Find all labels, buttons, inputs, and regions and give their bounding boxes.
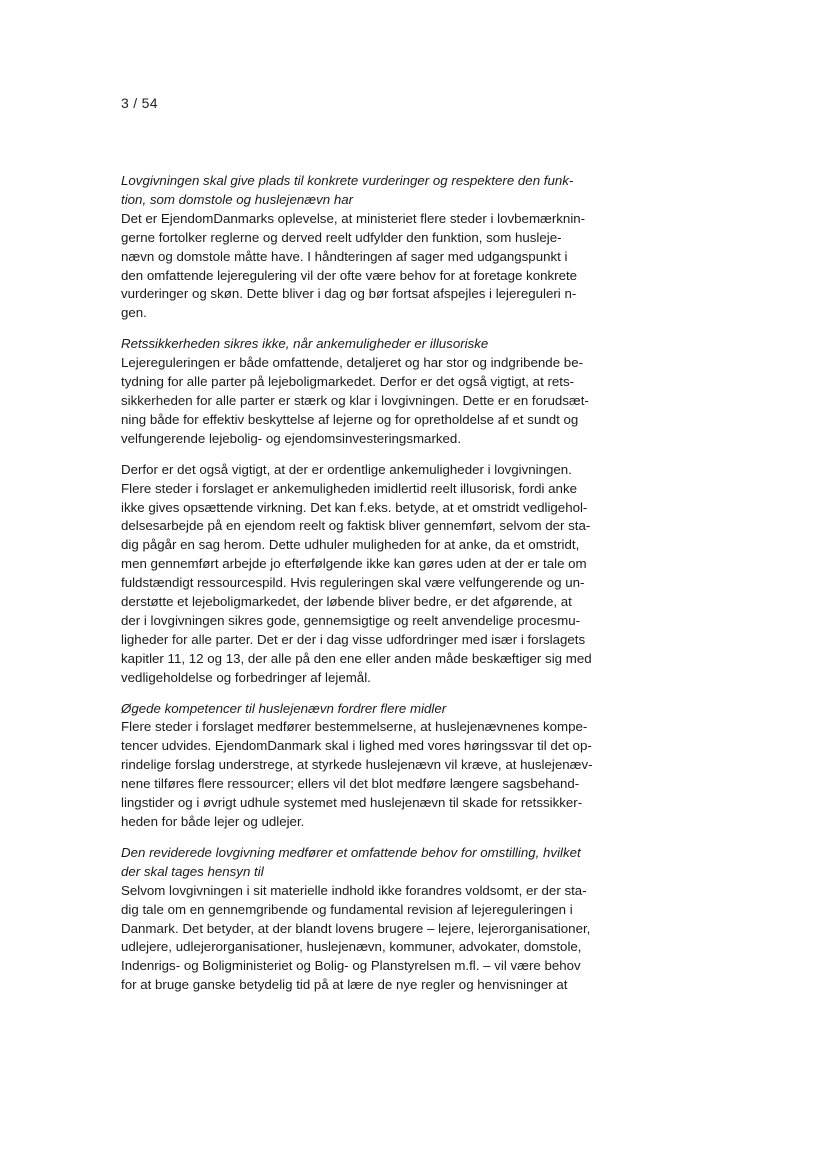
paragraph: Lejereguleringen er både omfattende, detaljeret og har stor og indgribende be- tydning for alle parter på lejeboligmarkedet. Derfor er det også vigtigt, at rets- sikkerheden for alle parter er stærk og klar i lovgivningen. Dette er en forudsæt- ning både for effektiv beskyttelse af lejerne og for opretholdelse af et sundt og velfungerende lejebolig- og ejendomsinvesteringsmarked. bbox=[121, 355, 589, 446]
paragraph: Selvom lovgivningen i sit materielle indhold ikke forandres voldsomt, er der sta- dig tale om en gennemgribende og fundamental revision af lejereguleringen i Danmark. Det betyder, at der blandt lovens brugere – lejere, lejerorganisationer, udlejere, udlejerorganisationer, huslejenævn, kommuner, advokater, domstole, Indenrigs- og Boligministeriet og Bolig- og Planstyrelsen m.fl. – vil være behov for at bruge ganske betydelig tid på at lære de nye regler og henvisninger at bbox=[121, 882, 591, 993]
paragraph: Derfor er det også vigtigt, at der er ordentlige ankemuligheder i lovgivningen. Flere steder i forslaget er ankemuligheden imidlertid reelt illusorisk, fordi anke ikke gives opsættende virkning. Det kan f.eks. betyde, at et omstridt vedligehol- delsesarbejde på en ejendom reelt og faktisk bliver gennemført, selvom der sta- dig pågår en sag herom. Dette udhuler muligheden for at anke, da et omstridt, men gennemført arbejde jo efterfølgende ikke kan gøres uden at der er tale om fuldstændigt ressourcespild. Hvis reguleringen skal være velfungerende og un- derstøtte et lejeboligmarkedet, der løbende bliver bedre, er det afgørende, at der i lovgivningen sikres gode, gennemsigtige og reelt anvendelige procesmu- ligheder for alle parter. Det er der i dag visse udfordringer med især i forslagets kapitler 11, 12 og 13, der alle på den ene eller anden måde beskæftiger sig med vedligeholdelse og forbedringer af lejemål. bbox=[121, 461, 592, 685]
section-heading: Den reviderede lovgivning medfører et omfattende behov for omstilling, hvilket der skal tages hensyn til bbox=[121, 844, 581, 879]
paragraph: Flere steder i forslaget medfører bestemmelserne, at huslejenævnenes kompe- tencer udvides. EjendomDanmark skal i lighed med vores høringssvar til det op- rindelige forslag understrege, at styrkede huslejenævn vil kræve, at huslejenæv- nene tilføres flere ressourcer; ellers vil det blot medføre længere sagsbehand- lingstider og i øvrigt udhule systemet med huslejenævn til skade for retssikker- heden for både lejer og udlejer. bbox=[121, 719, 593, 829]
section-rent-tribunals bbox=[121, 700, 651, 832]
section-heading: Retssikkerheden sikres ikke, når ankemuligheder er illusoriske bbox=[121, 336, 489, 352]
paragraph: Det er EjendomDanmarks oplevelse, at ministeriet flere steder i lovbemærknin- gerne fortolker reglerne og derved reelt udfylder den funktion, som husleje- nævn og domstole måtte have. I håndteringen af sager med udgangspunkt i den omfattende lejeregulering vil der ofte være behov for at foretage konkrete vurderinger og skøn. Dette bliver i dag og bør fortsat afspejles i lejereguleri n- gen. bbox=[121, 210, 586, 321]
section-transition bbox=[121, 844, 651, 995]
document-body bbox=[121, 172, 651, 1007]
section-legal-certainty bbox=[121, 335, 651, 687]
section-judgement bbox=[121, 172, 651, 323]
section-heading: Øgede kompetencer til huslejenævn fordrer flere midler bbox=[121, 700, 447, 716]
section-heading: Lovgivningen skal give plads til konkrete vurderinger og respektere den funk- tion, som domstole og huslejenævn har bbox=[121, 173, 574, 207]
page-number: 3 / 54 bbox=[121, 95, 158, 111]
